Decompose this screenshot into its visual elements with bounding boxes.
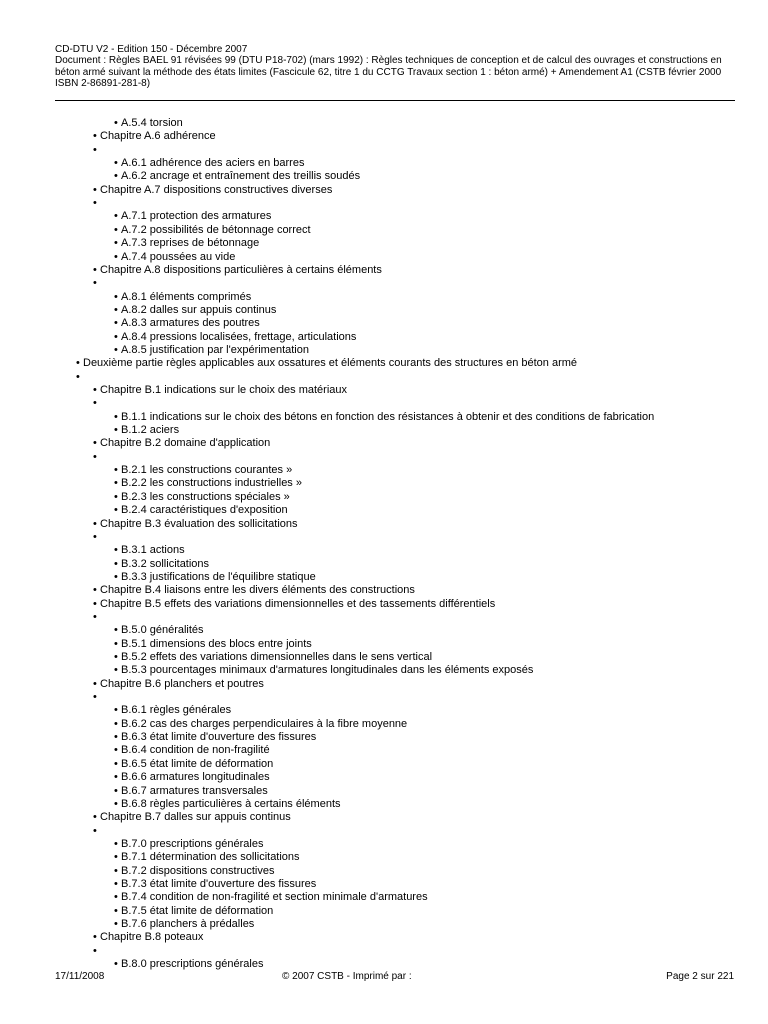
bullet-icon: • [93, 384, 97, 396]
bullet-icon: • [114, 744, 118, 757]
footer-page-number: Page 2 sur 221 [666, 971, 734, 982]
page-header [55, 44, 735, 90]
bullet-icon: • [93, 263, 97, 276]
toc-item [114, 304, 276, 317]
bullet-icon: • [114, 784, 118, 797]
toc-item [114, 905, 273, 918]
toc-item-label: B.6.7 armatures transversales [121, 784, 268, 797]
bullet-icon: • [114, 317, 118, 330]
bullet-icon: • [114, 877, 118, 890]
bullet-icon: • [114, 424, 118, 437]
footer-copyright: © 2007 CSTB - Imprimé par : [282, 971, 412, 982]
toc-item-label: B.7.2 dispositions constructives [121, 864, 275, 877]
toc-item-label: B.7.4 condition de non-fragilité et section minimale d'armatures [121, 891, 428, 904]
bullet-icon: • [93, 530, 97, 543]
bullet-icon: • [114, 704, 118, 717]
toc-item-label: Chapitre B.2 domaine d'application [100, 437, 271, 450]
toc-item [114, 651, 432, 664]
bullet-icon: • [114, 557, 118, 570]
bullet-icon: • [114, 797, 118, 810]
bullet-icon: • [76, 370, 80, 383]
bullet-icon: • [93, 517, 97, 530]
bullet-icon: • [114, 731, 118, 744]
toc-item [114, 838, 263, 851]
toc-item [114, 891, 428, 904]
bullet-icon: • [93, 143, 97, 156]
toc-item [114, 504, 288, 517]
toc-item [114, 157, 304, 170]
toc-item [114, 624, 204, 637]
toc-item [114, 251, 235, 264]
toc-item [93, 437, 270, 450]
toc-item [114, 544, 185, 557]
toc-item [93, 825, 100, 838]
toc-item-label: B.6.8 règles particulières à certains éléments [121, 797, 341, 810]
bullet-icon: • [114, 250, 118, 263]
toc-item [114, 464, 292, 477]
toc-item-label: B.1.2 aciers [121, 424, 180, 437]
footer-date: 17/11/2008 [55, 971, 105, 982]
toc-item [114, 865, 274, 878]
bullet-icon: • [114, 410, 118, 423]
toc-item [114, 731, 316, 744]
toc-item [114, 744, 270, 757]
bullet-icon: • [114, 891, 118, 904]
toc-item [114, 785, 268, 798]
toc-item-label: Deuxième partie règles applicables aux ossatures et éléments courants des structures en béton armé [83, 357, 578, 370]
bullet-icon: • [114, 157, 118, 170]
toc-item-label: A.8.3 armatures des poutres [121, 317, 260, 330]
toc-item [114, 237, 259, 250]
toc-item [114, 638, 312, 651]
toc-item [114, 411, 654, 424]
toc-item-label: B.7.6 planchers à prédalles [121, 918, 255, 930]
toc-item [114, 317, 260, 330]
toc-item-label: B.3.2 sollicitations [121, 557, 210, 570]
bullet-icon: • [114, 504, 118, 517]
toc-item [93, 598, 495, 611]
toc-item-label: A.7.1 protection des armatures [121, 210, 272, 223]
toc-item-label: A.7.3 reprises de bétonnage [121, 237, 260, 250]
toc-item-label: B.7.1 détermination des sollicitations [121, 851, 300, 864]
toc-item [114, 798, 341, 811]
toc-item-label: B.6.1 règles générales [121, 704, 232, 717]
bullet-icon: • [114, 464, 118, 477]
bullet-icon: • [93, 944, 97, 957]
toc-item-label: B.2.3 les constructions spéciales » [121, 490, 290, 503]
bullet-icon: • [93, 437, 97, 450]
bullet-icon: • [93, 931, 97, 944]
toc-item [114, 117, 183, 130]
bullet-icon: • [114, 958, 118, 971]
bullet-icon: • [76, 357, 80, 370]
header-divider [55, 100, 735, 101]
toc-item-label: Chapitre B.7 dalles sur appuis continus [100, 811, 291, 824]
toc-item [114, 718, 407, 731]
bullet-icon: • [93, 610, 97, 623]
bullet-icon: • [114, 343, 118, 356]
toc-item [114, 918, 254, 931]
toc-item-label: B.6.6 armatures longitudinales [121, 771, 270, 784]
bullet-icon: • [93, 811, 97, 824]
toc-item [114, 170, 360, 183]
bullet-icon: • [114, 490, 118, 503]
bullet-icon: • [114, 717, 118, 730]
toc-item-label: A.8.4 pressions localisées, frettage, articulations [121, 330, 357, 343]
bullet-icon: • [114, 544, 118, 557]
toc-item-label: B.3.3 justifications de l'équilibre statique [121, 570, 316, 583]
toc-item-label: B.8.0 prescriptions générales [121, 958, 264, 971]
bullet-icon: • [93, 183, 97, 196]
toc-item [76, 357, 577, 370]
toc-item [76, 371, 83, 384]
toc-item-label: Chapitre A.6 adhérence [100, 130, 216, 143]
toc-item-label: Chapitre B.3 évaluation des sollicitations [100, 517, 298, 530]
toc-item-label: B.2.4 caractéristiques d'exposition [121, 504, 288, 517]
toc-item [93, 384, 347, 397]
bullet-icon: • [114, 918, 118, 930]
bullet-icon: • [114, 624, 118, 637]
toc-item [93, 931, 203, 944]
bullet-icon: • [114, 837, 118, 850]
toc-item-label: B.6.5 état limite de déformation [121, 757, 274, 770]
toc-item [114, 878, 316, 891]
toc-item-label: A.5.4 torsion [121, 117, 183, 129]
bullet-icon: • [93, 397, 97, 410]
toc-item-label: B.6.4 condition de non-fragilité [121, 744, 270, 757]
toc-item [93, 451, 100, 464]
bullet-icon: • [93, 450, 97, 463]
toc-item [93, 184, 332, 197]
toc-item [114, 331, 356, 344]
toc-item-label: Chapitre B.4 liaisons entre les divers éléments des constructions [100, 584, 415, 597]
toc-item [93, 397, 100, 410]
bullet-icon: • [114, 223, 118, 236]
bullet-icon: • [114, 904, 118, 917]
bullet-icon: • [93, 677, 97, 690]
bullet-icon: • [93, 824, 97, 837]
toc-item [93, 945, 100, 958]
toc-item-label: Chapitre B.8 poteaux [100, 931, 204, 944]
toc-item-label: Chapitre B.6 planchers et poutres [100, 677, 264, 690]
bullet-icon: • [114, 117, 118, 129]
bullet-icon: • [114, 170, 118, 183]
toc-item-label: B.5.0 généralités [121, 624, 204, 637]
bullet-icon: • [93, 197, 97, 210]
toc-item [114, 291, 251, 304]
toc-item [93, 518, 298, 531]
bullet-icon: • [114, 570, 118, 583]
toc-item-label: A.7.2 possibilités de bétonnage correct [121, 223, 311, 236]
toc-item [93, 811, 291, 824]
toc-item [114, 558, 209, 571]
bullet-icon: • [114, 651, 118, 663]
toc-item [114, 771, 270, 784]
bullet-icon: • [114, 771, 118, 784]
toc-item [114, 851, 300, 864]
toc-item [93, 584, 415, 597]
edition-line: CD-DTU V2 - Edition 150 - Décembre 2007 [55, 44, 248, 55]
bullet-icon: • [114, 237, 118, 250]
bullet-icon: • [93, 277, 97, 290]
bullet-icon: • [114, 851, 118, 864]
toc-item-label: A.8.2 dalles sur appuis continus [121, 303, 277, 316]
toc-item [93, 197, 100, 210]
toc-item [114, 210, 271, 223]
bullet-icon: • [114, 210, 118, 223]
bullet-icon: • [114, 477, 118, 490]
document-title: Document : Règles BAEL 91 révisées 99 (DTU P18-702) (mars 1992) : Règles techniques de conception et de calcul des ouvrages et constructions en béton armé suivant la méthode des états limites (Fascicule 62, titre 1 du CCTG Travaux section 1 : béton armé) + Amendement A1 (CSTB février 2000 ISBN 2-86891-281-8) [55, 55, 722, 90]
toc-item-label: B.7.3 état limite d'ouverture des fissures [121, 877, 317, 890]
toc-item [114, 758, 273, 771]
toc-item-label: B.5.3 pourcentages minimaux d'armatures longitudinales dans les éléments exposés [121, 664, 534, 677]
toc-item [114, 424, 179, 437]
toc-item-label: Chapitre A.8 dispositions particulières à certains éléments [100, 263, 382, 276]
toc-item [93, 130, 216, 143]
toc-item-label: B.6.2 cas des charges perpendiculaires à la fibre moyenne [121, 717, 408, 730]
toc-item [93, 611, 100, 624]
toc-item [93, 277, 100, 290]
toc-item-label: A.8.1 éléments comprimés [121, 290, 252, 303]
toc-item [114, 224, 311, 237]
toc-item-label: B.7.5 état limite de déformation [121, 904, 274, 917]
bullet-icon: • [93, 130, 97, 143]
toc-item-label: Chapitre B.5 effets des variations dimensionnelles et des tassements différentiels [100, 597, 496, 610]
bullet-icon: • [93, 691, 97, 704]
toc-item-label: A.6.2 ancrage et entraînement des treillis soudés [121, 170, 361, 183]
toc-item-label: B.2.2 les constructions industrielles » [121, 477, 302, 490]
toc-item-label: B.1.1 indications sur le choix des bétons en fonction des résistances à obtenir et des conditions de fabrication [121, 410, 655, 423]
toc-item-label: Chapitre A.7 dispositions constructives diverses [100, 183, 333, 196]
toc-item [93, 264, 382, 277]
bullet-icon: • [114, 330, 118, 343]
bullet-icon: • [93, 597, 97, 610]
toc-item [114, 664, 533, 677]
toc-item-label: B.2.1 les constructions courantes » [121, 464, 293, 477]
toc-item [114, 491, 290, 504]
toc-item-label: Chapitre B.1 indications sur le choix des matériaux [100, 384, 348, 396]
toc-item [114, 477, 302, 490]
toc-item-label: A.7.4 poussées au vide [121, 250, 236, 263]
toc-item-label: B.5.1 dimensions des blocs entre joints [121, 637, 312, 650]
bullet-icon: • [114, 290, 118, 303]
toc-item [93, 531, 100, 544]
bullet-icon: • [93, 584, 97, 597]
toc-item [114, 344, 309, 357]
toc-item [114, 958, 263, 971]
toc-item [93, 144, 100, 157]
toc-item-label: B.6.3 état limite d'ouverture des fissures [121, 731, 317, 744]
bullet-icon: • [114, 757, 118, 770]
toc-item-label: B.7.0 prescriptions générales [121, 837, 264, 850]
bullet-icon: • [114, 664, 118, 677]
toc-item-label: B.5.2 effets des variations dimensionnelles dans le sens vertical [121, 651, 433, 663]
toc-item [93, 678, 264, 691]
bullet-icon: • [114, 864, 118, 877]
bullet-icon: • [114, 637, 118, 650]
bullet-icon: • [114, 303, 118, 316]
toc-item-label: B.3.1 actions [121, 544, 185, 557]
toc-item [114, 704, 231, 717]
toc-item [114, 571, 316, 584]
toc-item-label: A.6.1 adhérence des aciers en barres [121, 157, 305, 170]
toc-item [93, 691, 100, 704]
toc-item-label: A.8.5 justification par l'expérimentation [121, 343, 309, 356]
